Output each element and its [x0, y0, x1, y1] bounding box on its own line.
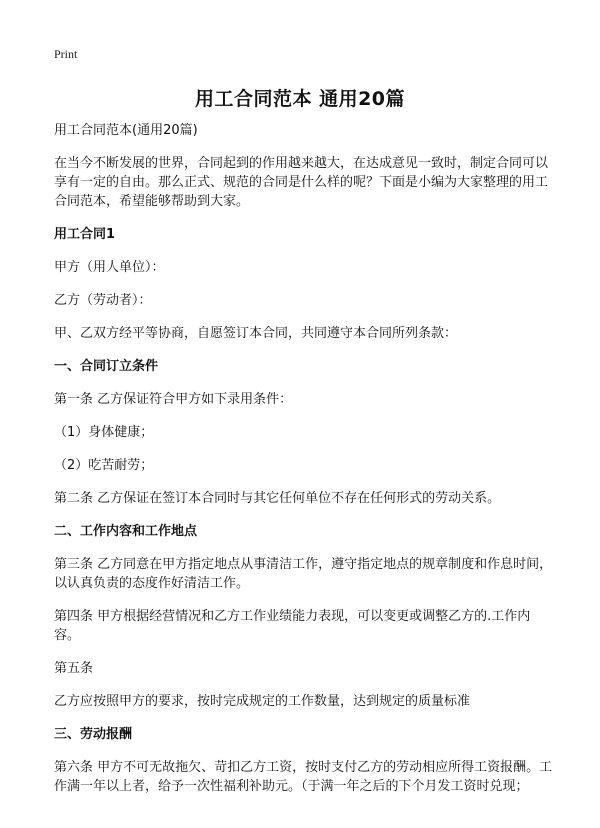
document-title: 用工合同范本 通用20篇 — [194, 88, 406, 110]
condition-1: （1）身体健康； — [54, 425, 154, 440]
article-5-heading: 第五条 — [54, 661, 94, 676]
party-a-line: 甲方（用人单位）： — [54, 260, 165, 275]
document-subtitle: 用工合同范本(通用20篇) — [54, 123, 198, 138]
article-2: 第二条 乙方保证在签订本合同时与其它任何单位不存在任何形式的劳动关系。 — [54, 491, 501, 506]
heading-remuneration: 三、劳动报酬 — [54, 727, 133, 742]
intro-paragraph: 在当今不断发展的世界，合同起到的作用越来越大，在达成意见一致时，制定合同可以享有一定的自由。那么正式、规范的合同是什么样的呢？下面是小编为大家整理的用工合同范本，希望能够帮助到大家。 — [54, 156, 549, 209]
heading-conditions: 一、合同订立条件 — [54, 359, 159, 374]
article-5-body: 乙方应按照甲方的要求，按时完成规定的工作数量，达到规定的质量标准 — [54, 694, 471, 709]
article-3: 第三条 乙方同意在甲方指定地点从事清洁工作，遵守指定地点的规章制度和作息时间，以认真负责的态度作好清洁工作。 — [54, 557, 553, 591]
condition-2: （2）吃苦耐劳； — [54, 458, 154, 473]
article-6: 第六条 甲方不可无故拖欠、苛扣乙方工资，按时支付乙方的劳动相应所得工资报酬。工作满一年以上者，给予一次性福利补助元。（于满一年之后的下个月发工资时兑现； — [54, 760, 553, 794]
agreement-paragraph: 甲、乙双方经平等协商，自愿签订本合同，共同遵守本合同所列条款： — [54, 326, 458, 341]
article-4: 第四条 甲方根据经营情况和乙方工作业绩能力表现，可以变更或调整乙方的.工作内容。 — [54, 609, 531, 643]
party-b-line: 乙方（劳动者）： — [54, 293, 152, 308]
heading-work-content: 二、工作内容和工作地点 — [54, 524, 198, 539]
print-link[interactable]: Print — [54, 47, 78, 61]
section-heading: 用工合同1 — [54, 227, 116, 242]
document-body — [54, 121, 554, 810]
article-1: 第一条 乙方保证符合甲方如下录用条件： — [54, 392, 293, 407]
